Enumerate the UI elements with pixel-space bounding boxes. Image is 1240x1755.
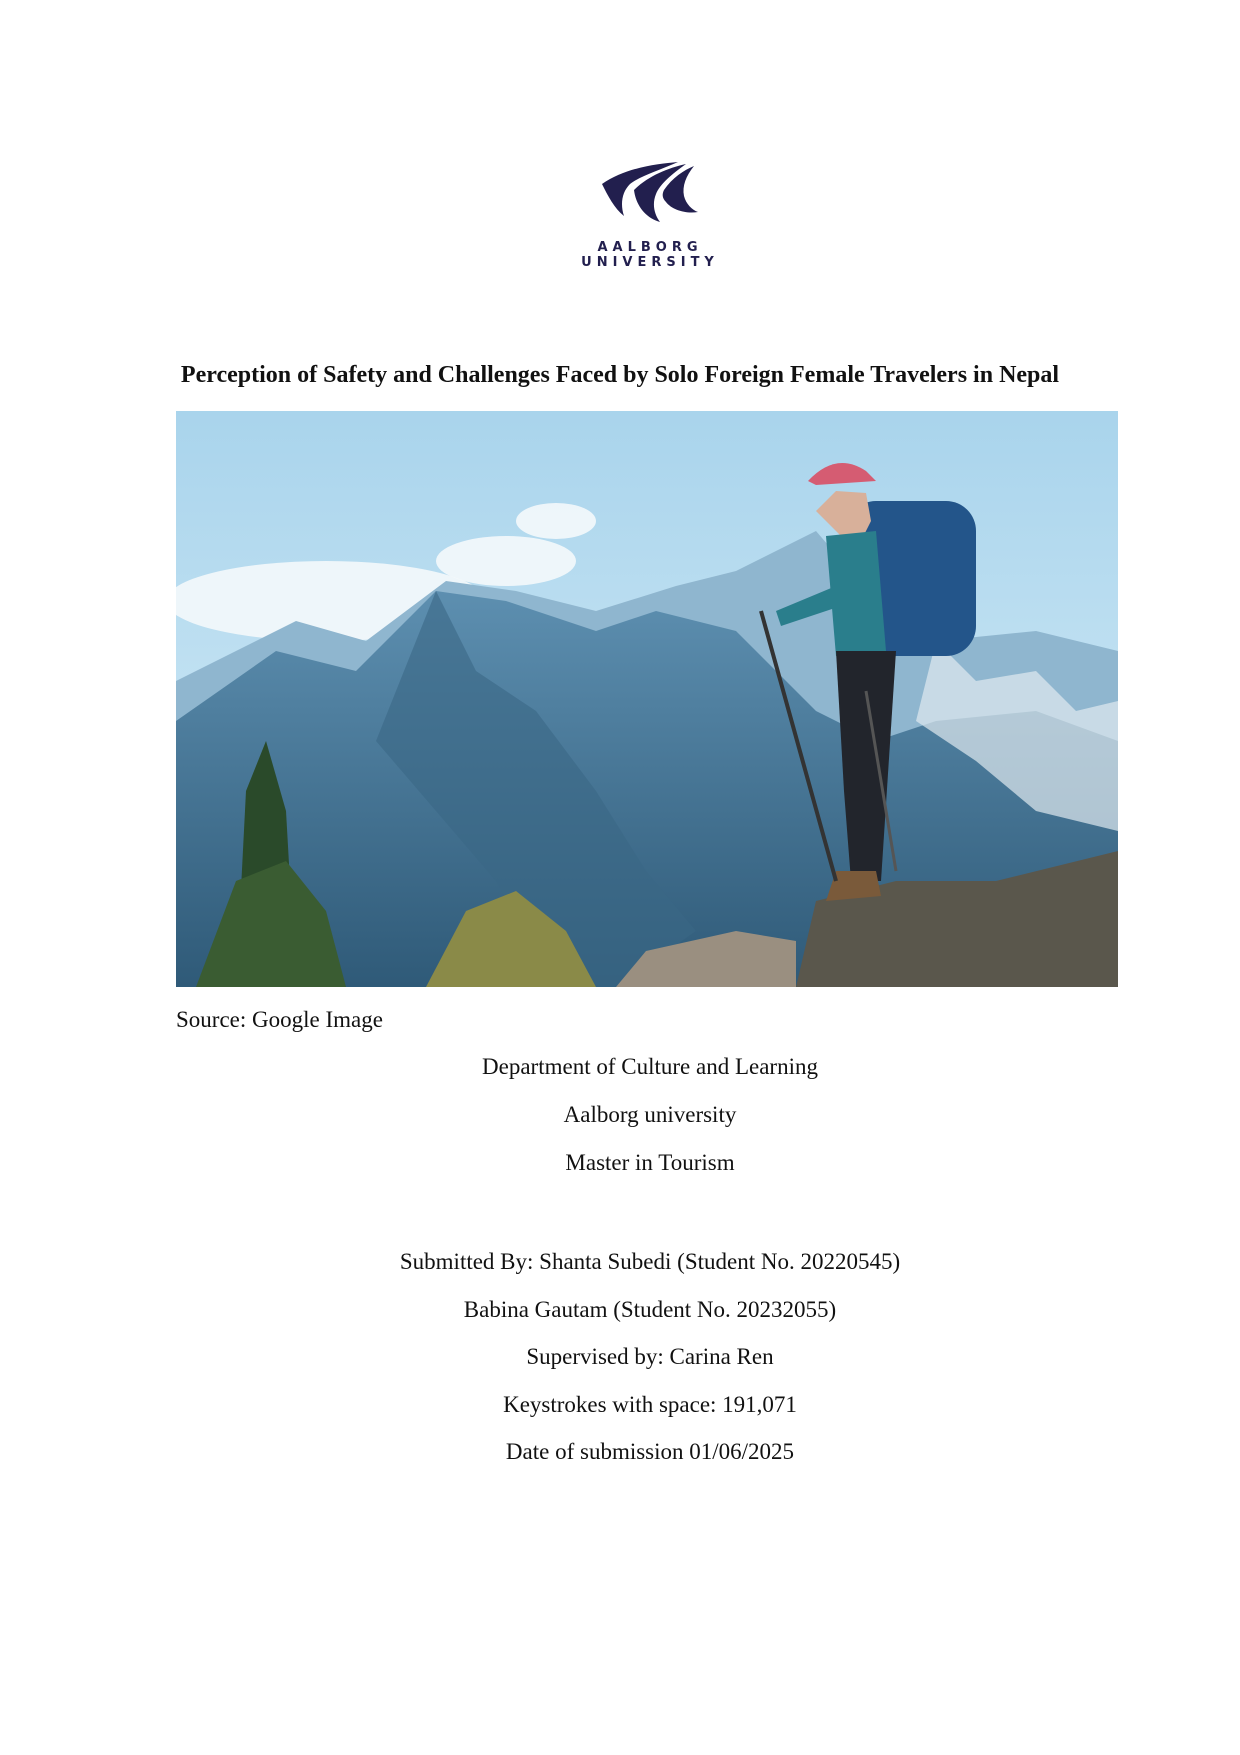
university-logo: [560, 160, 740, 285]
logo-line-2: UNIVERSITY: [581, 255, 719, 270]
department: Department of Culture and Learning: [482, 1054, 818, 1079]
document-title: Perception of Safety and Challenges Faced by Solo Foreign Female Travelers in Nepal: [180, 362, 1060, 388]
logo-line-1: AALBORG: [597, 240, 703, 255]
photo-caption: Source: Google Image: [176, 1007, 383, 1032]
aalborg-wave-icon: [600, 160, 700, 226]
logo-text: [560, 240, 740, 270]
submission-date: Date of submission 01/06/2025: [505, 1439, 795, 1464]
cover-photo: [176, 411, 1118, 987]
submitted-by: Submitted By: Shanta Subedi (Student No. 20220545): [399, 1249, 901, 1274]
keystrokes: Keystrokes with space: 191,071: [503, 1392, 797, 1417]
university: Aalborg university: [563, 1102, 737, 1127]
co-author: Babina Gautam (Student No. 20232055): [463, 1297, 837, 1322]
supervisor: Supervised by: Carina Ren: [526, 1344, 774, 1369]
program: Master in Tourism: [565, 1150, 735, 1175]
